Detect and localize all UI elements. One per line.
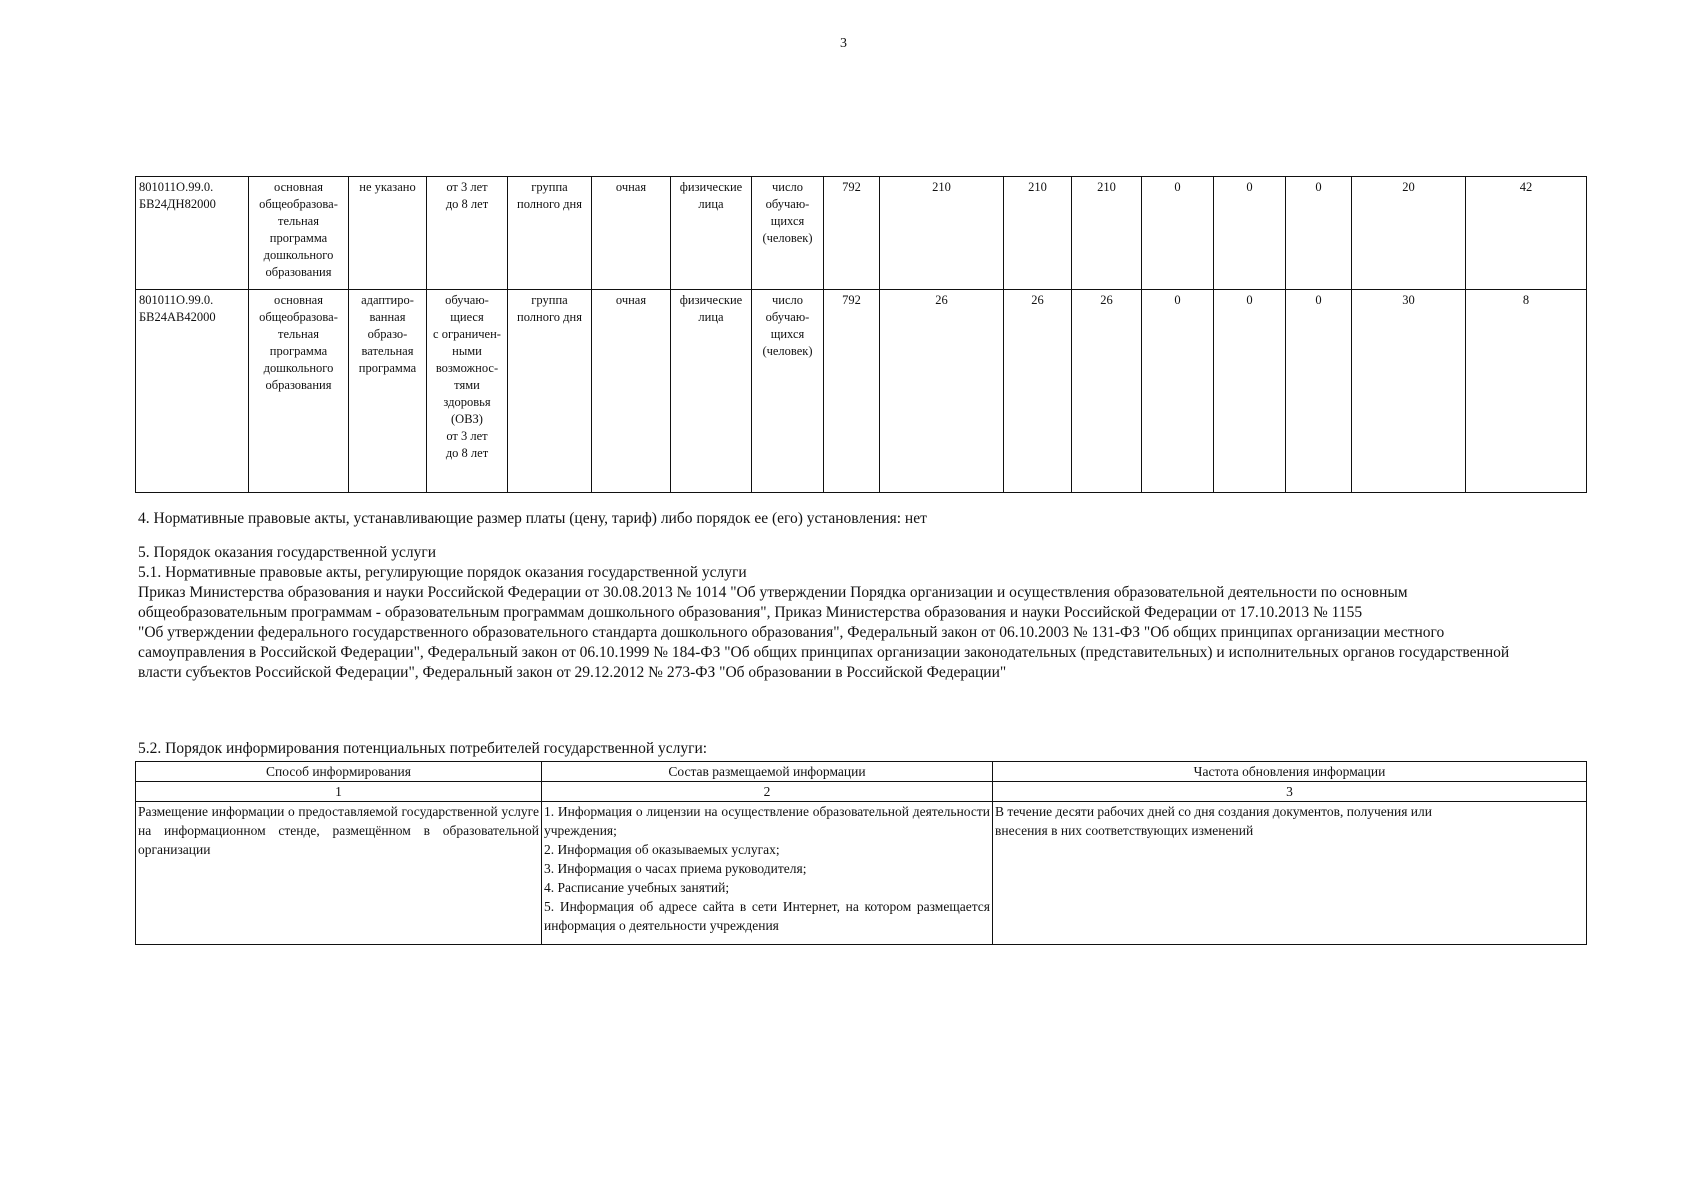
okei-cell: 792 [824,177,880,290]
value-cell: 210 [880,177,1004,290]
value-cell: 30 [1352,290,1466,493]
table-row [136,290,1587,493]
list-item: 2. Информация об оказываемых услугах; [544,842,780,857]
value-cell: 0 [1214,177,1286,290]
service-volume-table [135,176,1587,493]
value-cell: 20 [1352,177,1466,290]
column-header: Состав размещаемой информации [542,762,993,782]
table-row [136,177,1587,290]
value-cell: 210 [1004,177,1072,290]
table-header-row [136,762,1587,782]
informing-table [135,761,1587,945]
category-cell: от 3 лет до 8 лет [427,177,508,290]
list-item: 3. Информация о часах приема руководителя; [544,861,807,876]
consumers-cell: физические лица [671,177,752,290]
form-cell: очная [592,290,671,493]
form-cell: очная [592,177,671,290]
program-type-cell: не указано [349,177,427,290]
column-number-row [136,782,1587,802]
value-cell: 26 [880,290,1004,493]
stay-cell: группа полного дня [508,290,592,493]
column-number: 1 [136,782,542,802]
legal-acts-line: Приказ Министерства образования и науки Российской Федерации от 30.08.2013 № 1014 "Об утверждении Порядка организации и осуществления образовательной деятельности по основным [138,584,1408,601]
section-5-1-title: 5.1. Нормативные правовые акты, регулирующие порядок оказания государственной услуги [138,564,747,581]
program-cell: основная общеобразова- тельная программа дошкольного образования [249,290,349,493]
value-cell: 0 [1214,290,1286,493]
section-5-text [138,543,1588,683]
value-cell: 210 [1072,177,1142,290]
informing-method: Размещение информации о предоставляемой государственной услуге на информационном стенде, размещённом в образовательной организации [136,802,542,945]
list-item: 4. Расписание учебных занятий; [544,880,730,895]
legal-acts-line: власти субъектов Российской Федерации", Федеральный закон от 29.12.2012 № 273-ФЗ "Об образовании в Российской Федерации" [138,664,1007,681]
legal-acts-line: "Об утверждении федерального государственного образовательного стандарта дошкольного образования", Федеральный закон от 06.10.2003 № 131-ФЗ "Об общих принципах организации местного [138,624,1445,641]
column-number: 3 [993,782,1587,802]
okei-cell: 792 [824,290,880,493]
table-row [136,802,1587,945]
column-header: Способ информирования [136,762,542,782]
value-cell: 8 [1466,290,1587,493]
value-cell: 0 [1142,290,1214,493]
information-content [542,802,993,945]
section-4-text: 4. Нормативные правовые акты, устанавливающие размер платы (цену, тариф) либо порядок ее (его) установления: нет [138,510,927,527]
program-type-cell: адаптиро- ванная образо- вательная программа [349,290,427,493]
page-number: 3 [840,36,847,51]
stay-cell: группа полного дня [508,177,592,290]
legal-acts-line: общеобразовательным программам - образовательным программам дошкольного образования", Приказ Министерства образования и науки Российской Федерации от 17.10.2013 № 1155 [138,604,1363,621]
column-header: Частота обновления информации [993,762,1587,782]
indicator-cell: число обучаю- щихся (человек) [752,290,824,493]
update-frequency: В течение десяти рабочих дней со дня создания документов, получения или внесения в них соответствующих изменений [993,802,1587,945]
consumers-cell: физические лица [671,290,752,493]
list-item: 5. Информация об адресе сайта в сети Интернет, на котором размещается информация о деятельности учреждения [544,899,990,933]
section-5-2-title: 5.2. Порядок информирования потенциальных потребителей государственной услуги: [138,740,708,757]
value-cell: 0 [1286,290,1352,493]
program-cell: основная общеобразова- тельная программа дошкольного образования [249,177,349,290]
list-item: 1. Информация о лицензии на осуществление образовательной деятельности учреждения; [544,804,990,838]
value-cell: 26 [1072,290,1142,493]
code-cell: 801011О.99.0. БВ24АВ42000 [136,290,249,493]
legal-acts-line: самоуправления в Российской Федерации", Федеральный закон от 06.10.1999 № 184-ФЗ "Об общих принципах организации законодательных (представительных) и исполнительных органов государственной [138,644,1510,661]
indicator-cell: число обучаю- щихся (человек) [752,177,824,290]
section-5-title: 5. Порядок оказания государственной услуги [138,544,436,561]
code-cell: 801011О.99.0. БВ24ДН82000 [136,177,249,290]
value-cell: 0 [1286,177,1352,290]
category-cell: обучаю- щиеся с ограничен- ными возможнос- тями здоровья (ОВЗ) от 3 лет до 8 лет [427,290,508,493]
column-number: 2 [542,782,993,802]
value-cell: 26 [1004,290,1072,493]
value-cell: 0 [1142,177,1214,290]
value-cell: 42 [1466,177,1587,290]
